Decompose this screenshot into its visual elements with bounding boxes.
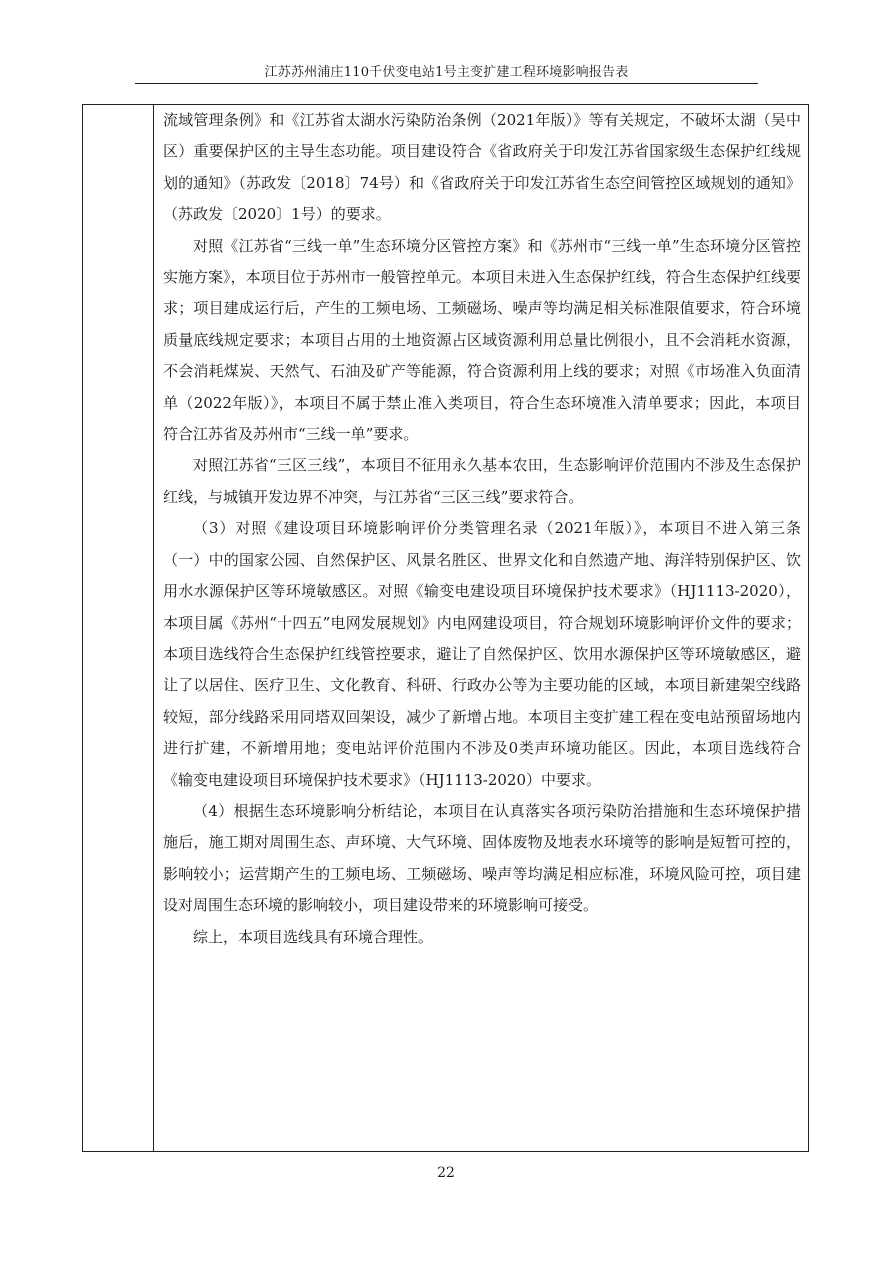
table-content-cell bbox=[163, 105, 801, 953]
document-header-title: 江苏苏州浦庄110千伏变电站1号主变扩建工程环境影响报告表 bbox=[264, 65, 629, 80]
table-label-column bbox=[83, 105, 154, 1151]
page-number: 22 bbox=[437, 1165, 455, 1181]
paragraph-three-lines-one-list: 对照《江苏省“三线一单”生态环境分区管控方案》和《苏州市“三线一单”生态环境分区管控实施方案》，本项目位于苏州市一般管控单元。本项目未进入生态保护红线，符合生态保护红线要求；项目建成运行后，产生的工频电场、工频磁场、噪声等均满足相关标准限值要求，符合环境质量底线规定要求；本项目占用的土地资源占区域资源利用总量比例很小，且不会消耗水资源，不会消耗煤炭、天然气、石油及矿产等能源，符合资源利用上线的要求；对照《市场准入负面清单（2022年版）》，本项目不属于禁止准入类项目，符合生态环境准入清单要求；因此，本项目符合江苏省及苏州市“三线一单”要求。 bbox=[163, 236, 801, 444]
header-divider bbox=[135, 83, 758, 84]
paragraph-continuation: 流域管理条例》和《江苏省太湖水污染防治条例（2021年版）》等有关规定，不破坏太湖（吴中区）重要保护区的主导生态功能。项目建设符合《省政府关于印发江苏省国家级生态保护红线规划的通知》（苏政发〔2018〕74号）和《省政府关于印发江苏省生态空间管控区域规划的通知》（苏政发〔2020〕1号）的要求。 bbox=[163, 111, 801, 224]
paragraph-conclusion: 综上，本项目选线具有环境合理性。 bbox=[193, 927, 434, 946]
report-table bbox=[82, 104, 809, 1152]
paragraph-three-zones-three-lines: 对照江苏省“三区三线”，本项目不征用永久基本农田，生态影响评价范围内不涉及生态保护红线，与城镇开发边界不冲突，与江苏省“三区三线”要求符合。 bbox=[163, 456, 801, 506]
paragraph-item-3: （3）对照《建设项目环境影响评价分类管理名录（2021年版）》，本项目不进入第三条（一）中的国家公园、自然保护区、风景名胜区、世界文化和自然遗产地、海洋特别保护区、饮用水水源保护区等环境敏感区。对照《输变电建设项目环境保护技术要求》（HJ1113-2020），本项目属《苏州“十四五”电网发展规划》内电网建设项目，符合规划环境影响评价文件的要求；本项目选线符合生态保护红线管控要求，避让了自然保护区、饮用水源保护区等环境敏感区，避让了以居住、医疗卫生、文化教育、科研、行政办公等为主要功能的区域，本项目新建架空线路较短，部分线路采用同塔双回架设，减少了新增占地。本项目主变扩建工程在变电站预留场地内进行扩建，不新增用地；变电站评价范围内不涉及0类声环境功能区。因此，本项目选线符合《输变电建设项目环境保护技术要求》（HJ1113-2020）中要求。 bbox=[163, 519, 801, 789]
paragraph-item-4: （4）根据生态环境影响分析结论，本项目在认真落实各项污染防治措施和生态环境保护措施后，施工期对周围生态、声环境、大气环境、固体废物及地表水环境等的影响是短暂可控的，影响较小；运营期产生的工频电场、工频磁场、噪声等均满足相应标准，环境风险可控，项目建设对周围生态环境的影响较小，项目建设带来的环境影响可接受。 bbox=[163, 801, 801, 915]
